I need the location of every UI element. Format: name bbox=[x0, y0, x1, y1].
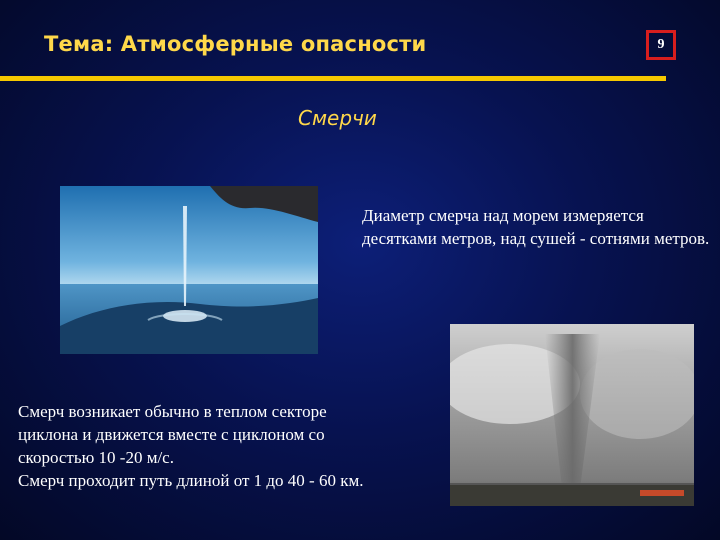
origin-line: скоростью 10 -20 м/с. bbox=[18, 448, 174, 467]
page-number: 9 bbox=[657, 37, 665, 52]
slide-title: Тема: Атмосферные опасности bbox=[44, 32, 427, 56]
waterspout-photo bbox=[60, 186, 318, 354]
origin-line: Смерч проходит путь длиной от 1 до 40 - 60 км. bbox=[18, 471, 364, 490]
diameter-text: Диаметр смерча над морем измеряется десятками метров, над сушей - сотнями метров. bbox=[362, 206, 710, 248]
page-number-badge bbox=[646, 30, 676, 60]
origin-text bbox=[18, 400, 448, 492]
slide-subtitle: Смерчи bbox=[298, 106, 377, 130]
tornado-photo bbox=[450, 324, 694, 506]
title-divider bbox=[0, 76, 666, 81]
origin-line: Смерч возникает обычно в теплом секторе bbox=[18, 402, 327, 421]
origin-line: циклона и движется вместе с циклоном со bbox=[18, 425, 325, 444]
